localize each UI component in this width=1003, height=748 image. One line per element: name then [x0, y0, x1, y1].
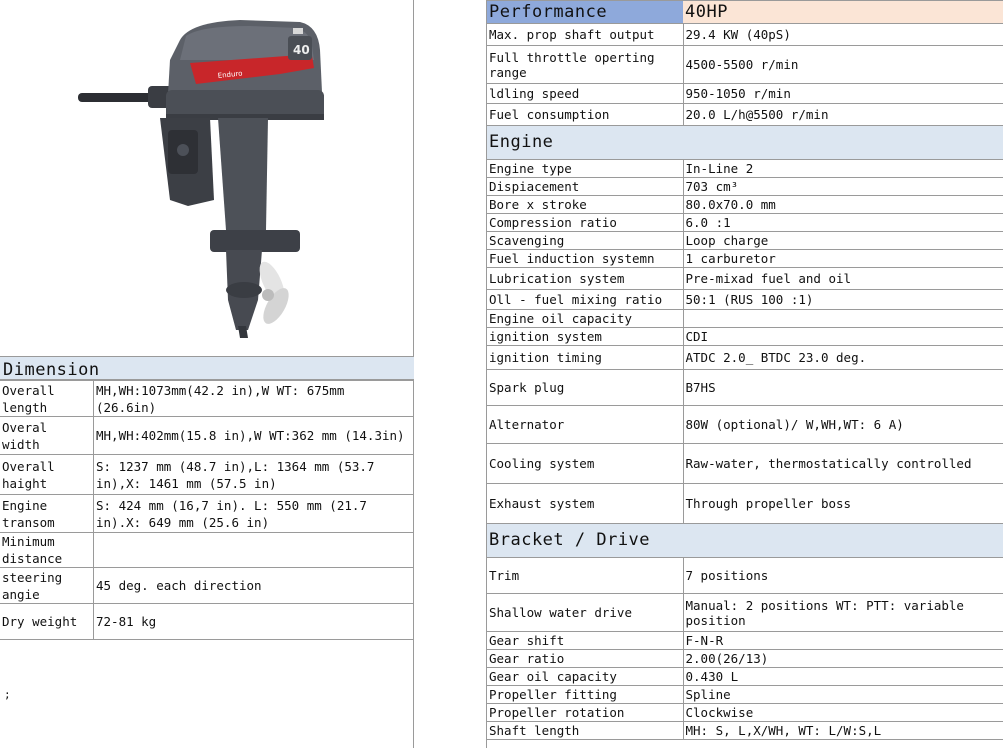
table-row — [487, 444, 1003, 484]
row-label: Engine oil capacity — [487, 310, 683, 328]
table-row — [487, 328, 1003, 346]
table-row — [0, 568, 414, 604]
table-row — [487, 346, 1003, 370]
row-label: Overall length — [0, 381, 94, 417]
table-row — [0, 381, 414, 417]
row-label: Shaft length — [487, 722, 683, 740]
table-row — [0, 533, 414, 568]
table-row — [487, 290, 1003, 310]
row-label: Oll - fuel mixing ratio — [487, 290, 683, 310]
table-row — [487, 268, 1003, 290]
row-label: Engine type — [487, 160, 683, 178]
table-row — [0, 417, 414, 455]
table-row — [487, 484, 1003, 524]
row-label: Compression ratio — [487, 214, 683, 232]
outboard-engine-photo — [0, 0, 414, 356]
row-label: Lubrication system — [487, 268, 683, 290]
table-row — [487, 160, 1003, 178]
table-row — [487, 668, 1003, 686]
table-row — [487, 722, 1003, 740]
row-label: Overal width — [0, 417, 94, 455]
brand-label: Enduro — [217, 69, 243, 80]
row-label: Dry weight — [0, 604, 94, 640]
footnote-mark: ; — [4, 688, 11, 701]
row-value: CDI — [683, 328, 1003, 346]
midsection — [218, 118, 268, 230]
row-label: ignition timing — [487, 346, 683, 370]
performance-header-row — [487, 1, 1003, 24]
row-value: Raw-water, thermostatically controlled — [683, 444, 1003, 484]
row-label: Propeller fitting — [487, 686, 683, 704]
row-label: Spark plug — [487, 370, 683, 406]
table-row — [0, 495, 414, 533]
row-value: 72-81 kg — [94, 604, 414, 640]
row-value: 7 positions — [683, 558, 1003, 594]
table-row — [0, 604, 414, 640]
row-label: Exhaust system — [487, 484, 683, 524]
row-value — [683, 310, 1003, 328]
row-value: 80.0x70.0 mm — [683, 196, 1003, 214]
specifications-table — [487, 0, 1003, 740]
row-value: Clockwise — [683, 704, 1003, 722]
row-label: Cooling system — [487, 444, 683, 484]
row-label: Max. prop shaft output — [487, 24, 683, 46]
row-value: 4500-5500 r/min — [683, 46, 1003, 84]
row-value: 6.0 :1 — [683, 214, 1003, 232]
row-label: Dispiacement — [487, 178, 683, 196]
row-value: 50:1 (RUS 100 :1) — [683, 290, 1003, 310]
row-label: Bore x stroke — [487, 196, 683, 214]
row-label: Scavenging — [487, 232, 683, 250]
row-label: Gear oil capacity — [487, 668, 683, 686]
table-row — [487, 650, 1003, 668]
row-value: 20.0 L/h@5500 r/min — [683, 104, 1003, 126]
row-label: Overall haight — [0, 455, 94, 495]
row-value: B7HS — [683, 370, 1003, 406]
row-value: MH: S, L,X/WH, WT: L/W:S,L — [683, 722, 1003, 740]
table-row — [487, 24, 1003, 46]
table-row — [487, 196, 1003, 214]
row-value: 0.430 L — [683, 668, 1003, 686]
row-value: S: 1237 mm (48.7 in),L: 1364 mm (53.7 in),X: 1461 mm (57.5 in) — [94, 455, 414, 495]
row-value: Manual: 2 positions WT: PTT: variable position — [683, 594, 1003, 632]
table-row — [487, 232, 1003, 250]
table-row — [487, 406, 1003, 444]
dimension-table — [0, 380, 414, 640]
row-label: ignition system — [487, 328, 683, 346]
row-value: 80W (optional)/ W,WH,WT: 6 A) — [683, 406, 1003, 444]
model-name: 40HP — [683, 1, 1003, 24]
row-value: Spline — [683, 686, 1003, 704]
row-value: F-N-R — [683, 632, 1003, 650]
row-value: ATDC 2.0_ BTDC 23.0 deg. — [683, 346, 1003, 370]
row-value: S: 424 mm (16,7 in). L: 550 mm (21.7 in).X: 649 mm (25.6 in) — [94, 495, 414, 533]
row-label: Alternator — [487, 406, 683, 444]
row-value: 29.4 KW (40pS) — [683, 24, 1003, 46]
row-value: MH,WH:1073mm(42.2 in),W WT: 675mm (26.6in) — [94, 381, 414, 417]
row-value — [94, 533, 414, 568]
performance-header: Performance — [487, 1, 683, 24]
hp-badge: 40 — [293, 43, 310, 57]
row-value: 703 cm³ — [683, 178, 1003, 196]
row-label: Fuel induction systemn — [487, 250, 683, 268]
row-value: Loop charge — [683, 232, 1003, 250]
row-label: steering angie — [0, 568, 94, 604]
row-value: 45 deg. each direction — [94, 568, 414, 604]
table-row — [487, 632, 1003, 650]
table-row — [487, 370, 1003, 406]
bracket-header-row — [487, 524, 1003, 558]
table-row — [487, 84, 1003, 104]
row-label: Fuel consumption — [487, 104, 683, 126]
table-row — [487, 704, 1003, 722]
engine-header-row — [487, 126, 1003, 160]
row-label: Shallow water drive — [487, 594, 683, 632]
row-value: 1 carburetor — [683, 250, 1003, 268]
row-value: 2.00(26/13) — [683, 650, 1003, 668]
row-label: Trim — [487, 558, 683, 594]
table-row — [487, 594, 1003, 632]
dimension-panel — [0, 0, 414, 748]
dimension-header: Dimension — [0, 356, 414, 380]
table-row — [487, 558, 1003, 594]
table-row — [487, 310, 1003, 328]
bracket-header: Bracket / Drive — [487, 524, 1003, 558]
row-label: ldling speed — [487, 84, 683, 104]
row-label: Full throttle operting range — [487, 46, 683, 84]
table-row — [0, 455, 414, 495]
table-row — [487, 178, 1003, 196]
row-value: 950-1050 r/min — [683, 84, 1003, 104]
anti-ventilation-plate — [210, 230, 300, 252]
row-label: Engine transom — [0, 495, 94, 533]
row-label: Propeller rotation — [487, 704, 683, 722]
engine-header: Engine — [487, 126, 1003, 160]
table-row — [487, 46, 1003, 84]
row-value: In-Line 2 — [683, 160, 1003, 178]
row-label: Gear shift — [487, 632, 683, 650]
table-row — [487, 686, 1003, 704]
row-label: Gear ratio — [487, 650, 683, 668]
row-value: Through propeller boss — [683, 484, 1003, 524]
table-row — [487, 104, 1003, 126]
specifications-panel — [486, 0, 1003, 748]
row-value: MH,WH:402mm(15.8 in),W WT:362 mm (14.3in) — [94, 417, 414, 455]
row-value: Pre-mixad fuel and oil — [683, 268, 1003, 290]
row-label: Minimum distance — [0, 533, 94, 568]
table-row — [487, 250, 1003, 268]
table-row — [487, 214, 1003, 232]
